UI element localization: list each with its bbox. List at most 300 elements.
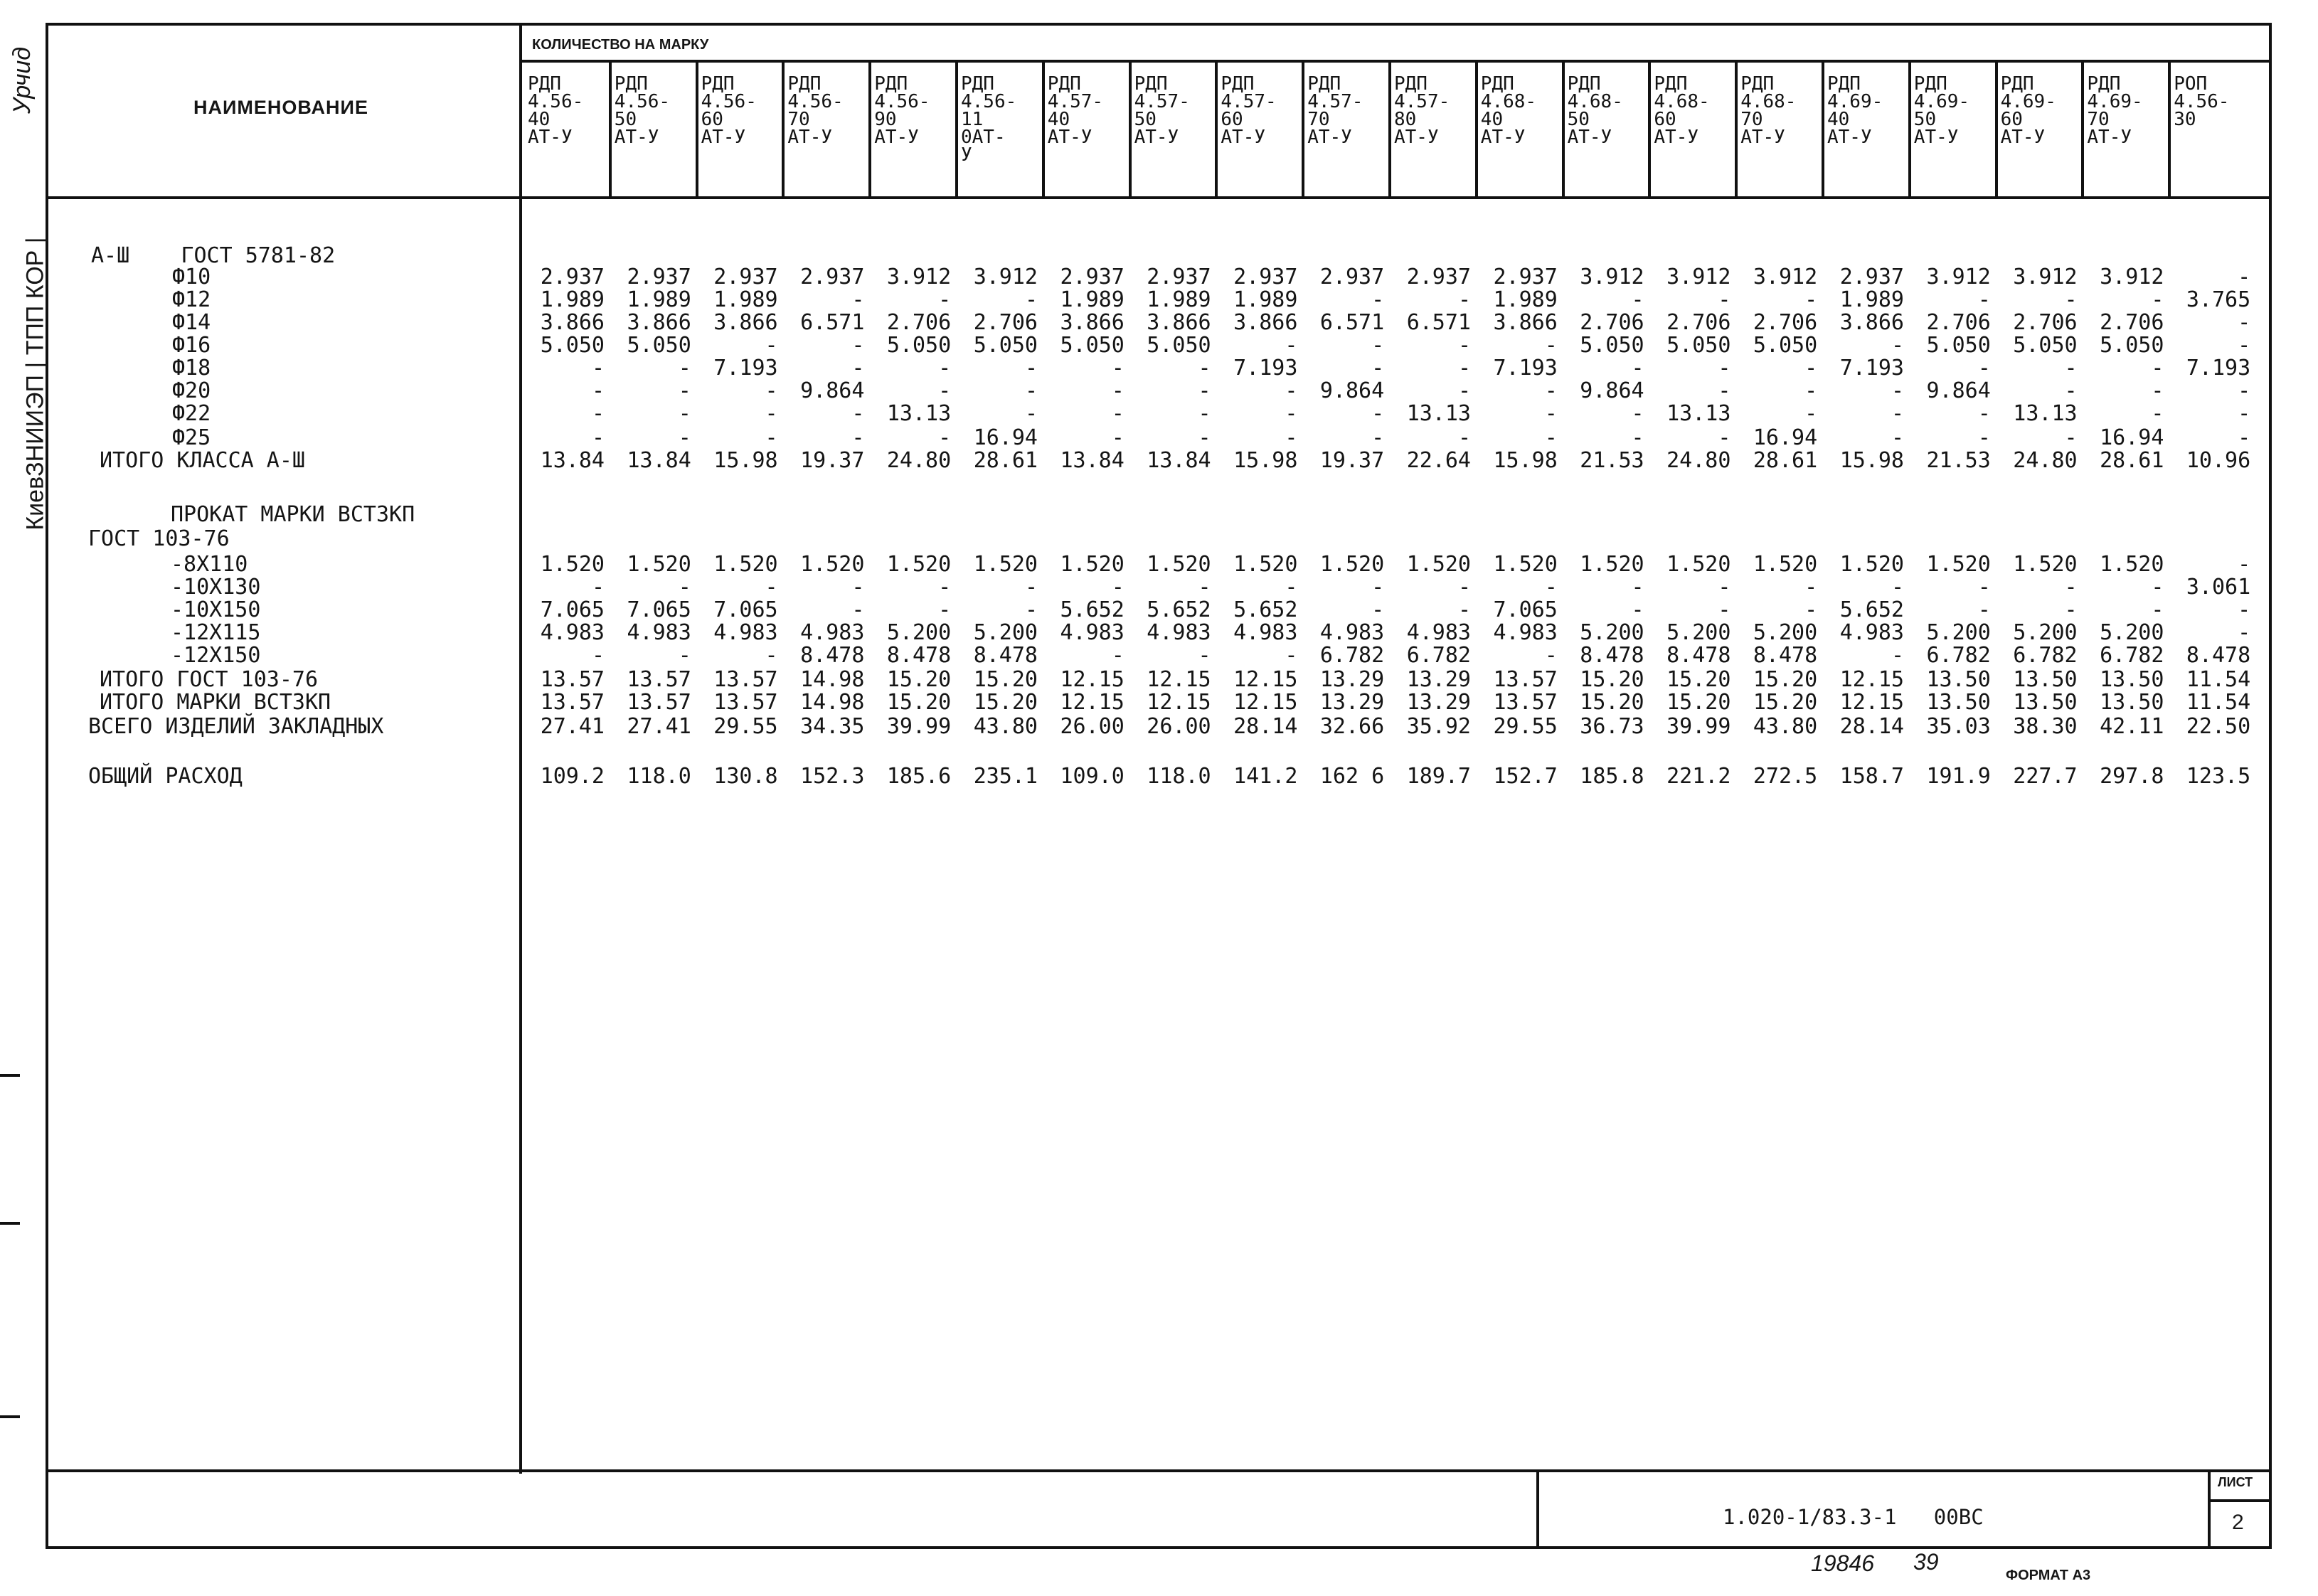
value-cell: 5.652	[1147, 597, 1211, 622]
value-cell: 19.37	[800, 448, 865, 473]
value-cell: 5.050	[1580, 333, 1644, 358]
column-header-line: РДП	[1654, 73, 1688, 95]
value-cell: -	[1977, 356, 1991, 381]
value-cell: 12.15	[1060, 690, 1125, 715]
value-cell: 235.1	[973, 764, 1038, 789]
column-header-line: 90	[874, 109, 897, 130]
value-cell: 13.84	[1060, 448, 1125, 473]
value-cell: 12.15	[1839, 667, 1904, 692]
value-cell: 4.983	[627, 620, 691, 645]
value-cell: 2.706	[1666, 310, 1731, 335]
column-header	[2001, 75, 2056, 147]
column-divider	[1995, 60, 1998, 196]
column-header-line: 4.56-	[528, 91, 584, 112]
column-header	[1307, 75, 1363, 147]
value-cell: 11.54	[2186, 690, 2251, 715]
value-cell: 3.912	[1666, 265, 1731, 289]
column-header-line: 4.69-	[2000, 91, 2056, 112]
value-cell: 32.66	[1319, 714, 1385, 739]
value-cell: -	[1111, 401, 1125, 426]
row-label: -10Х130	[171, 575, 261, 600]
value-cell: 15.98	[1493, 448, 1558, 473]
value-cell: 1.520	[713, 552, 778, 577]
column-header	[2174, 75, 2229, 129]
value-cell: -	[851, 333, 865, 358]
value-cell: 2.706	[1753, 310, 1818, 335]
value-cell: 39.99	[886, 714, 952, 739]
value-cell: 7.065	[1493, 597, 1558, 622]
value-cell: 13.84	[540, 448, 605, 473]
column-header-line: АТ-У	[2087, 127, 2132, 148]
value-cell: 3.912	[1926, 265, 1991, 289]
row-label: Ф25	[172, 425, 211, 450]
margin-tick	[0, 1415, 20, 1418]
value-cell: 16.94	[973, 425, 1038, 450]
document-designation: 1.020-1/83.3-1 00ВС	[1723, 1505, 1984, 1529]
column-header-line: РДП	[2000, 73, 2034, 95]
value-cell: -	[1718, 575, 1731, 600]
value-cell: 6.782	[1926, 643, 1991, 668]
value-cell: 158.7	[1839, 764, 1904, 789]
row-label: ИТОГО ГОСТ 103-76	[100, 667, 319, 692]
column-header-line: 0АТ-	[961, 127, 1006, 148]
value-cell: 13.13	[2013, 401, 2078, 426]
value-cell: -	[1371, 287, 1385, 312]
value-cell: -	[1024, 378, 1038, 403]
column-header-line: АТ-У	[1047, 127, 1092, 148]
row-label: -10Х150	[171, 597, 261, 622]
value-cell: 13.57	[713, 667, 778, 692]
organization-stamp: КиевЗНИИЭП | ТПП КОР |	[21, 237, 49, 531]
value-cell: 1.520	[886, 552, 952, 577]
value-cell: 1.520	[1060, 552, 1125, 577]
value-cell: -	[2064, 425, 2078, 450]
row-label: Ф20	[172, 378, 211, 403]
column-header	[1827, 75, 1883, 147]
value-cell: 15.20	[973, 667, 1038, 692]
value-cell: -	[1457, 425, 1471, 450]
value-cell: 13.84	[627, 448, 691, 473]
column-divider	[2168, 60, 2171, 196]
value-cell: 12.15	[1060, 667, 1125, 692]
value-cell: 297.8	[2100, 764, 2164, 789]
column-header	[1654, 75, 1709, 147]
value-cell: 35.03	[1926, 714, 1991, 739]
column-header-line: 4.57-	[1134, 91, 1190, 112]
column-header-line: 4.57-	[1221, 91, 1277, 112]
value-cell: 9.864	[800, 378, 865, 403]
value-cell: 4.983	[1319, 620, 1385, 645]
row-label: Ф10	[172, 265, 211, 289]
value-cell: 5.200	[1666, 620, 1731, 645]
value-cell: -	[1285, 575, 1298, 600]
value-cell: -	[2238, 425, 2251, 450]
value-cell: -	[591, 643, 605, 668]
value-cell: -	[591, 356, 605, 381]
value-cell: 1.989	[1060, 287, 1125, 312]
column-header-line: 4.56-	[614, 91, 671, 112]
column-header	[961, 75, 1016, 164]
column-header-line: АТ-У	[1913, 127, 1959, 148]
value-cell: -	[1371, 597, 1385, 622]
value-cell: 1.520	[1319, 552, 1385, 577]
column-header	[1481, 75, 1536, 147]
value-cell: -	[678, 378, 691, 403]
value-cell: -	[1198, 575, 1211, 600]
column-header-line: РДП	[961, 73, 994, 95]
value-cell: 8.478	[800, 643, 865, 668]
value-cell: 13.29	[1319, 690, 1385, 715]
value-cell: 6.571	[800, 310, 865, 335]
value-cell: -	[851, 597, 865, 622]
value-cell: 5.200	[886, 620, 952, 645]
column-header-line: РДП	[614, 73, 648, 95]
column-header-line: У	[961, 144, 972, 166]
column-header-line: 40	[1047, 109, 1070, 130]
value-cell: 15.20	[1580, 690, 1644, 715]
value-cell: 5.652	[1233, 597, 1298, 622]
column-header-line: РДП	[787, 73, 822, 95]
value-cell: 5.050	[2013, 333, 2078, 358]
value-cell: 189.7	[1406, 764, 1471, 789]
column-header	[528, 75, 583, 147]
value-cell: 4.983	[1060, 620, 1125, 645]
name-column-header: НАИМЕНОВАНИЕ	[193, 97, 368, 118]
value-cell: -	[938, 356, 952, 381]
value-cell: 2.706	[973, 310, 1038, 335]
value-cell: 27.41	[627, 714, 691, 739]
value-cell: 15.20	[886, 667, 952, 692]
value-cell: -	[2238, 620, 2251, 645]
column-divider	[868, 60, 871, 196]
value-cell: -	[2238, 378, 2251, 403]
value-cell: -	[1804, 401, 1818, 426]
value-cell: 2.706	[1580, 310, 1644, 335]
value-cell: 15.20	[1753, 690, 1818, 715]
value-cell: -	[1544, 575, 1558, 600]
value-cell: 28.14	[1233, 714, 1298, 739]
value-cell: 1.520	[1580, 552, 1644, 577]
value-cell: 24.80	[2013, 448, 2078, 473]
column-header-line: 4.69-	[1827, 91, 1883, 112]
value-cell: 1.520	[2013, 552, 2078, 577]
value-cell: 1.989	[713, 287, 778, 312]
value-cell: 2.937	[1839, 265, 1904, 289]
value-cell: 13.57	[1493, 690, 1558, 715]
value-cell: 35.92	[1406, 714, 1471, 739]
value-cell: 5.200	[1580, 620, 1644, 645]
value-cell: -	[1891, 378, 1904, 403]
row-label: -12Х115	[171, 620, 261, 645]
value-cell: 3.912	[973, 265, 1038, 289]
column-header-line: 4.57-	[1047, 91, 1104, 112]
value-cell: 21.53	[1580, 448, 1644, 473]
value-cell: -	[1977, 597, 1991, 622]
value-cell: -	[851, 575, 865, 600]
value-cell: 28.14	[1839, 714, 1904, 739]
column-header-line: 60	[701, 109, 723, 130]
column-divider	[1388, 60, 1391, 196]
value-cell: 3.866	[1839, 310, 1904, 335]
column-header-line: РДП	[1567, 73, 1601, 95]
value-cell: -	[591, 425, 605, 450]
value-cell: -	[1718, 378, 1731, 403]
value-cell: 12.15	[1839, 690, 1904, 715]
value-cell: -	[1544, 425, 1558, 450]
value-cell: 185.8	[1580, 764, 1644, 789]
value-cell: 6.782	[2100, 643, 2164, 668]
value-cell: 7.193	[1839, 356, 1904, 381]
value-cell: -	[1544, 401, 1558, 426]
sheet-box-line	[2208, 1499, 2272, 1502]
value-cell: 34.35	[800, 714, 865, 739]
value-cell: 109.0	[1060, 764, 1125, 789]
value-cell: -	[851, 425, 865, 450]
value-cell: 162 6	[1319, 764, 1385, 789]
value-cell: -	[1371, 425, 1385, 450]
value-cell: 7.065	[713, 597, 778, 622]
value-cell: -	[678, 425, 691, 450]
value-cell: 28.61	[1753, 448, 1818, 473]
inventory-number: 19846	[1811, 1550, 1874, 1576]
value-cell: 3.866	[1147, 310, 1211, 335]
value-cell: 5.050	[973, 333, 1038, 358]
margin-tick	[0, 1074, 20, 1077]
column-header-line: 50	[1913, 109, 1937, 130]
value-cell: 8.478	[2186, 643, 2251, 668]
value-cell: 152.3	[800, 764, 865, 789]
value-cell: -	[2151, 378, 2164, 403]
value-cell: 191.9	[1926, 764, 1991, 789]
value-cell: 13.13	[1406, 401, 1471, 426]
header-bottom-line	[46, 196, 2272, 199]
value-cell: 109.2	[540, 764, 605, 789]
value-cell: 12.15	[1233, 667, 1298, 692]
value-cell: 9.864	[1580, 378, 1644, 403]
column-header	[615, 75, 670, 147]
value-cell: 15.20	[886, 690, 952, 715]
value-cell: 16.94	[2100, 425, 2164, 450]
value-cell: -	[2064, 575, 2078, 600]
column-header-line: 4.56-	[701, 91, 757, 112]
value-cell: 1.989	[1839, 287, 1904, 312]
value-cell: -	[1198, 643, 1211, 668]
value-cell: 6.782	[2013, 643, 2078, 668]
value-cell: -	[938, 597, 952, 622]
value-cell: 21.53	[1926, 448, 1991, 473]
column-header-line: 4.69-	[1913, 91, 1970, 112]
value-cell: 4.983	[713, 620, 778, 645]
value-cell: 16.94	[1753, 425, 1818, 450]
value-cell: 1.520	[973, 552, 1038, 577]
value-cell: -	[765, 425, 778, 450]
value-cell: -	[1631, 575, 1644, 600]
column-header	[1914, 75, 1969, 147]
column-header-line: 50	[614, 109, 637, 130]
column-header-line: 60	[2000, 109, 2023, 130]
value-cell: 7.193	[713, 356, 778, 381]
value-cell: 4.983	[1493, 620, 1558, 645]
value-cell: -	[1544, 643, 1558, 668]
value-cell: 5.200	[1926, 620, 1991, 645]
row-label: Ф18	[172, 356, 211, 381]
value-cell: 39.99	[1666, 714, 1731, 739]
value-cell: 4.983	[1839, 620, 1904, 645]
value-cell: 13.50	[2100, 690, 2164, 715]
value-cell: 14.98	[800, 690, 865, 715]
stamp-divider	[1536, 1469, 1539, 1549]
value-cell: 3.912	[2013, 265, 2078, 289]
header-top-line	[46, 23, 2272, 26]
value-cell: 13.84	[1147, 448, 1211, 473]
row-label: ОБЩИЙ РАСХОД	[88, 764, 243, 789]
value-cell: 8.478	[1580, 643, 1644, 668]
value-cell: 2.937	[627, 265, 691, 289]
value-cell: -	[2151, 597, 2164, 622]
column-header-line: 80	[1394, 109, 1417, 130]
column-header	[1568, 75, 1623, 147]
value-cell: 13.57	[540, 667, 605, 692]
value-cell: 1.520	[627, 552, 691, 577]
value-cell: -	[1198, 378, 1211, 403]
value-cell: 5.050	[1147, 333, 1211, 358]
value-cell: -	[678, 575, 691, 600]
column-header-line: АТ-У	[614, 127, 659, 148]
value-cell: 2.937	[713, 265, 778, 289]
column-header-line: РДП	[701, 73, 735, 95]
value-cell: 5.652	[1060, 597, 1125, 622]
value-cell: -	[938, 575, 952, 600]
value-cell: -	[765, 643, 778, 668]
value-cell: -	[1631, 425, 1644, 450]
value-cell: 7.193	[2186, 356, 2251, 381]
column-header-line: РДП	[1740, 73, 1775, 95]
value-cell: 7.065	[627, 597, 691, 622]
column-header-line: АТ-У	[1134, 127, 1179, 148]
value-cell: 4.983	[1233, 620, 1298, 645]
sheet-number: 2	[2232, 1511, 2244, 1534]
value-cell: 13.50	[1926, 667, 1991, 692]
value-cell: 3.866	[1233, 310, 1298, 335]
column-header-line: 4.57-	[1394, 91, 1450, 112]
column-header-line: РДП	[1394, 73, 1428, 95]
value-cell: 2.937	[1060, 265, 1125, 289]
value-cell: 6.571	[1406, 310, 1471, 335]
value-cell: 3.912	[1580, 265, 1644, 289]
column-header-line: РДП	[874, 73, 908, 95]
value-cell: 2.937	[1493, 265, 1558, 289]
value-cell: -	[2064, 356, 2078, 381]
value-cell: 2.706	[2013, 310, 2078, 335]
column-header-line: АТ-У	[1827, 127, 1872, 148]
value-cell: -	[1804, 575, 1818, 600]
column-header-line: АТ-У	[1567, 127, 1612, 148]
value-cell: 12.15	[1147, 667, 1211, 692]
value-cell: -	[1631, 356, 1644, 381]
row-label: -12Х150	[171, 643, 261, 668]
column-header-line: РДП	[1221, 73, 1255, 95]
value-cell: -	[1285, 643, 1298, 668]
value-cell: -	[1111, 378, 1125, 403]
column-header-line: 11	[961, 109, 984, 130]
column-header-line: 4.69-	[2087, 91, 2143, 112]
value-cell: -	[765, 575, 778, 600]
value-cell: 2.937	[1147, 265, 1211, 289]
value-cell: 8.478	[1753, 643, 1818, 668]
column-divider	[1908, 60, 1911, 196]
value-cell: 2.937	[540, 265, 605, 289]
value-cell: 5.200	[1753, 620, 1818, 645]
row-label: Ф16	[172, 333, 211, 358]
value-cell: -	[1371, 401, 1385, 426]
value-cell: 3.866	[713, 310, 778, 335]
value-cell: -	[1977, 425, 1991, 450]
value-cell: -	[1371, 575, 1385, 600]
column-header-line: 30	[2174, 109, 2196, 130]
value-cell: -	[938, 378, 952, 403]
value-cell: 1.989	[627, 287, 691, 312]
value-cell: 3.912	[2100, 265, 2164, 289]
value-cell: -	[1718, 597, 1731, 622]
value-cell: -	[765, 401, 778, 426]
value-cell: 19.37	[1319, 448, 1385, 473]
value-cell: 118.0	[1147, 764, 1211, 789]
value-cell: 9.864	[1319, 378, 1385, 403]
value-cell: 141.2	[1233, 764, 1298, 789]
value-cell: 36.73	[1580, 714, 1644, 739]
value-cell: -	[1457, 378, 1471, 403]
value-cell: -	[2238, 401, 2251, 426]
value-cell: -	[1285, 333, 1298, 358]
column-header-line: 4.68-	[1740, 91, 1797, 112]
column-divider	[1735, 60, 1738, 196]
row-label: -8Х110	[171, 552, 248, 577]
value-cell: -	[2151, 401, 2164, 426]
value-cell: 27.41	[540, 714, 605, 739]
column-header-line: 40	[1827, 109, 1850, 130]
value-cell: 14.98	[800, 667, 865, 692]
value-cell: -	[1024, 401, 1038, 426]
column-header-line: АТ-У	[874, 127, 919, 148]
value-cell: 6.571	[1319, 310, 1385, 335]
column-header-line: 70	[1307, 109, 1330, 130]
column-header-line: РДП	[1480, 73, 1514, 95]
value-cell: -	[1804, 356, 1818, 381]
value-cell: 5.050	[627, 333, 691, 358]
value-cell: -	[2238, 552, 2251, 577]
value-cell: -	[851, 356, 865, 381]
column-header-line: РДП	[2087, 73, 2121, 95]
value-cell: 3.866	[1493, 310, 1558, 335]
value-cell: 5.200	[2013, 620, 2078, 645]
value-cell: 1.520	[800, 552, 865, 577]
value-cell: -	[1457, 575, 1471, 600]
column-header-line: АТ-У	[1740, 127, 1785, 148]
name-column-divider	[519, 23, 522, 1474]
value-cell: -	[1718, 425, 1731, 450]
column-divider	[955, 60, 958, 196]
value-cell: -	[2238, 265, 2251, 289]
column-divider	[1475, 60, 1478, 196]
value-cell: 5.050	[886, 333, 952, 358]
value-cell: -	[1198, 425, 1211, 450]
value-cell: -	[851, 287, 865, 312]
column-header-line: РДП	[528, 73, 561, 95]
value-cell: 42.11	[2100, 714, 2164, 739]
column-header-line: РДП	[1134, 73, 1168, 95]
row-label: ПРОКАТ МАРКИ ВСТ3КП	[171, 502, 415, 527]
column-header	[1221, 75, 1276, 147]
